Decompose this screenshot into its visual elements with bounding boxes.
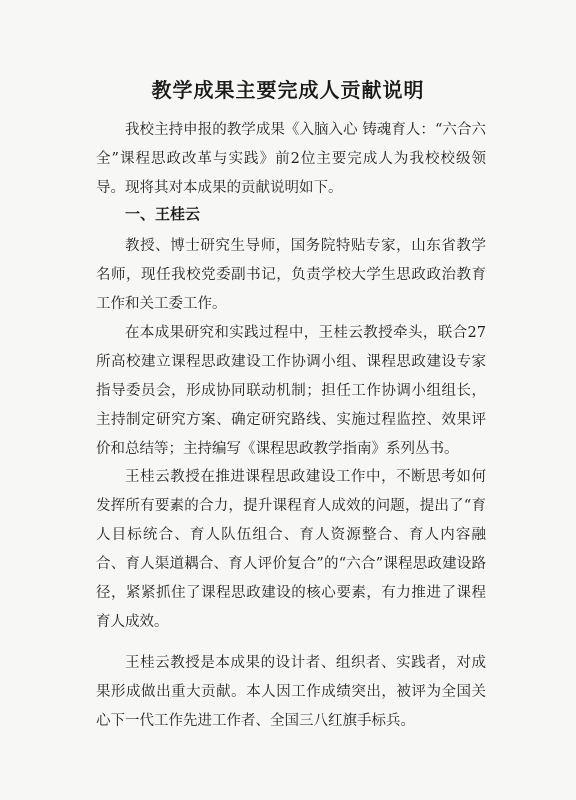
research-paragraph: 在本成果研究和实践过程中，王桂云教授牵头，联合27所高校建立课程思政建设工作协调小组、课程思政建设专家指导委员会，形成协同联动机制；担任工作协调小组组长，主持制定研究方案、确定研究路线、实施过程监控、效果评价和总结等；主持编写《课程思政教学指南》系列丛书。 (96, 325, 486, 457)
bio-paragraph: 教授、博士研究生导师，国务院特贴专家，山东省教学名师，现任我校党委副书记，负责学校大学生思政政治教育工作和关工委工作。 (96, 238, 486, 312)
liuhe-path-paragraph: 王桂云教授在推进课程思政建设工作中，不断思考如何发挥所有要素的合力，提升课程育人成效的问题，提出了“育人目标统合、育人队伍组合、育人资源整合、育人内容融合、育人渠道耦合、育人评价复合”的“六合”课程思政建设路径，紧紧抓住了课程思政建设的核心要素，有力推进了课程育人成效。 (96, 469, 486, 630)
section-heading-wang-guiyun: 一、王桂云 (125, 205, 201, 223)
intro-paragraph: 我校主持申报的教学成果《入脑入心 铸魂育人：“六合六全”课程思政改革与实践》前2位主要完成人为我校校级领导。现将其对本成果的贡献说明如下。 (96, 122, 486, 196)
contribution-paragraph: 王桂云教授是本成果的设计者、组织者、实践者，对成果形成做出重大贡献。本人因工作成绩突出，被评为全国关心下一代工作先进工作者、全国三八红旗手标兵。 (96, 655, 486, 729)
document-title: 教学成果主要完成人贡献说明 (151, 78, 425, 102)
